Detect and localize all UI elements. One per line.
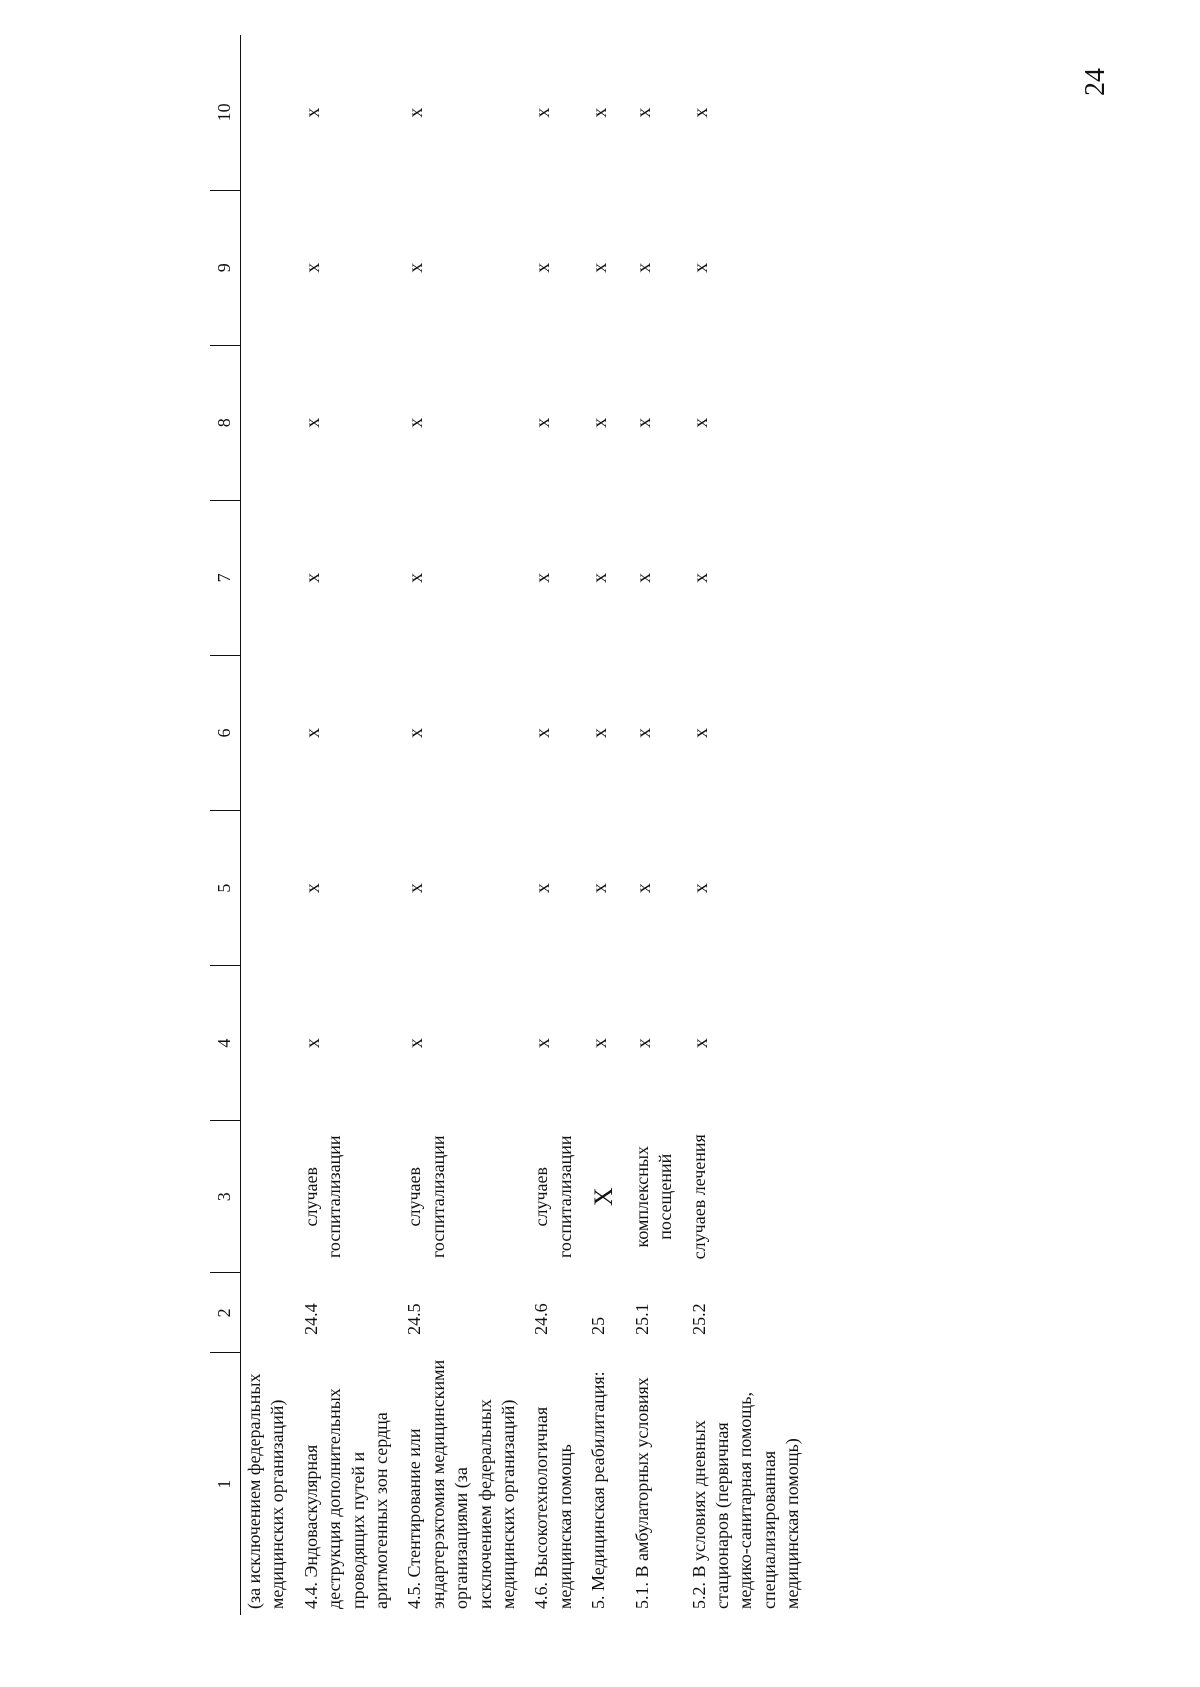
table-cell: х	[301, 417, 324, 428]
table-cell: х	[689, 572, 712, 583]
column-header: 9	[210, 190, 241, 345]
column-header: 7	[210, 500, 241, 655]
table-row	[686, 35, 813, 1615]
table-cell	[241, 655, 298, 810]
table-cell: х	[301, 1038, 324, 1049]
row-description: 4.6. Высокотехнологичная медицинская помощь	[531, 1406, 575, 1609]
table-cell: х	[405, 1038, 428, 1049]
table-cell: х	[405, 107, 428, 118]
row-number: 25.1	[631, 1303, 652, 1335]
table-cell: х	[405, 262, 428, 273]
table-cell	[241, 966, 298, 1121]
table-cell: х	[589, 1038, 612, 1049]
page-number: 24	[1080, 68, 1111, 96]
row-description: 5.1. В амбулаторных условиях	[631, 1377, 652, 1609]
column-header: 3	[210, 1121, 241, 1273]
header-row	[210, 35, 241, 1615]
row-unit	[241, 1121, 298, 1273]
table-cell: х	[532, 883, 555, 894]
row-number: 24.6	[531, 1303, 552, 1335]
row-number: 24.5	[404, 1303, 425, 1335]
row-unit: случаев госпитализации	[300, 1135, 345, 1258]
table-cell: х	[589, 883, 612, 894]
table-cell: х	[532, 572, 555, 583]
table-cell: х	[405, 572, 428, 583]
table-cell: х	[589, 107, 612, 118]
table-cell: х	[405, 883, 428, 894]
table-cell: х	[532, 727, 555, 738]
table-cell: х	[301, 107, 324, 118]
table-cell: х	[405, 727, 428, 738]
table-row	[241, 35, 298, 1615]
table-cell: х	[532, 417, 555, 428]
table-row	[585, 35, 629, 1615]
column-header: 4	[210, 966, 241, 1121]
row-unit: комплексных посещений	[631, 1146, 676, 1248]
data-table	[210, 35, 813, 1615]
column-header: 5	[210, 811, 241, 966]
table-cell: х	[632, 107, 655, 118]
table-cell	[241, 190, 298, 345]
table-cell: х	[532, 107, 555, 118]
column-header: 1	[210, 1353, 241, 1615]
table-cell: х	[532, 262, 555, 273]
column-header: 2	[210, 1273, 241, 1353]
column-header: 6	[210, 655, 241, 810]
table-cell: х	[632, 1038, 655, 1049]
row-number	[241, 1273, 298, 1353]
column-header: 8	[210, 345, 241, 500]
table-cell: х	[689, 417, 712, 428]
table-row	[629, 35, 686, 1615]
table-cell	[241, 345, 298, 500]
row-unit: Х	[589, 1187, 619, 1207]
table-row	[528, 35, 585, 1615]
table-row	[401, 35, 528, 1615]
table-cell: х	[589, 727, 612, 738]
row-number: 24.4	[300, 1303, 321, 1335]
table-cell	[241, 500, 298, 655]
table-cell: х	[301, 883, 324, 894]
table-cell: х	[532, 1038, 555, 1049]
row-number: 25.2	[688, 1303, 709, 1335]
row-description: 5. Медицинская реабилитация:	[588, 1371, 609, 1609]
row-unit: случаев госпитализации	[404, 1135, 448, 1258]
row-description: 4.5. Стентирование или эндартерэктомия медицинскими организациями (за исключением федеральных медицинских организаций)	[404, 1359, 518, 1609]
table-cell: х	[589, 417, 612, 428]
table-cell: х	[632, 262, 655, 273]
table-cell: х	[589, 572, 612, 583]
table-cell: х	[301, 572, 324, 583]
table-cell: х	[301, 262, 324, 273]
row-unit: случаев лечения	[688, 1134, 709, 1260]
row-description: 5.2. В условиях дневных стационаров (первичная медико-санитарная помощь, специализированная медицинская помощь)	[688, 1392, 803, 1609]
table-cell: х	[405, 417, 428, 428]
table-cell	[241, 35, 298, 190]
table-cell: х	[689, 1038, 712, 1049]
table-cell: х	[689, 262, 712, 273]
table-cell: х	[632, 883, 655, 894]
row-description: 4.4. Эндоваскулярная деструкция дополнительных проводящих путей и аритмогенных зон сердца	[300, 1388, 391, 1609]
table-cell: х	[301, 727, 324, 738]
row-description: (за исключением федеральных медицинских организаций)	[244, 1373, 288, 1609]
rotated-table-container	[210, 35, 970, 1615]
table-cell: х	[689, 107, 712, 118]
column-header: 10	[210, 35, 241, 190]
table-cell: х	[689, 727, 712, 738]
table-cell: х	[632, 727, 655, 738]
table-cell	[241, 811, 298, 966]
row-number: 25	[588, 1316, 609, 1335]
table-cell: х	[632, 417, 655, 428]
row-unit: случаев госпитализации	[531, 1135, 575, 1258]
table-row	[298, 35, 402, 1615]
table-cell: х	[689, 883, 712, 894]
table-cell: х	[589, 262, 612, 273]
table-cell: х	[632, 572, 655, 583]
